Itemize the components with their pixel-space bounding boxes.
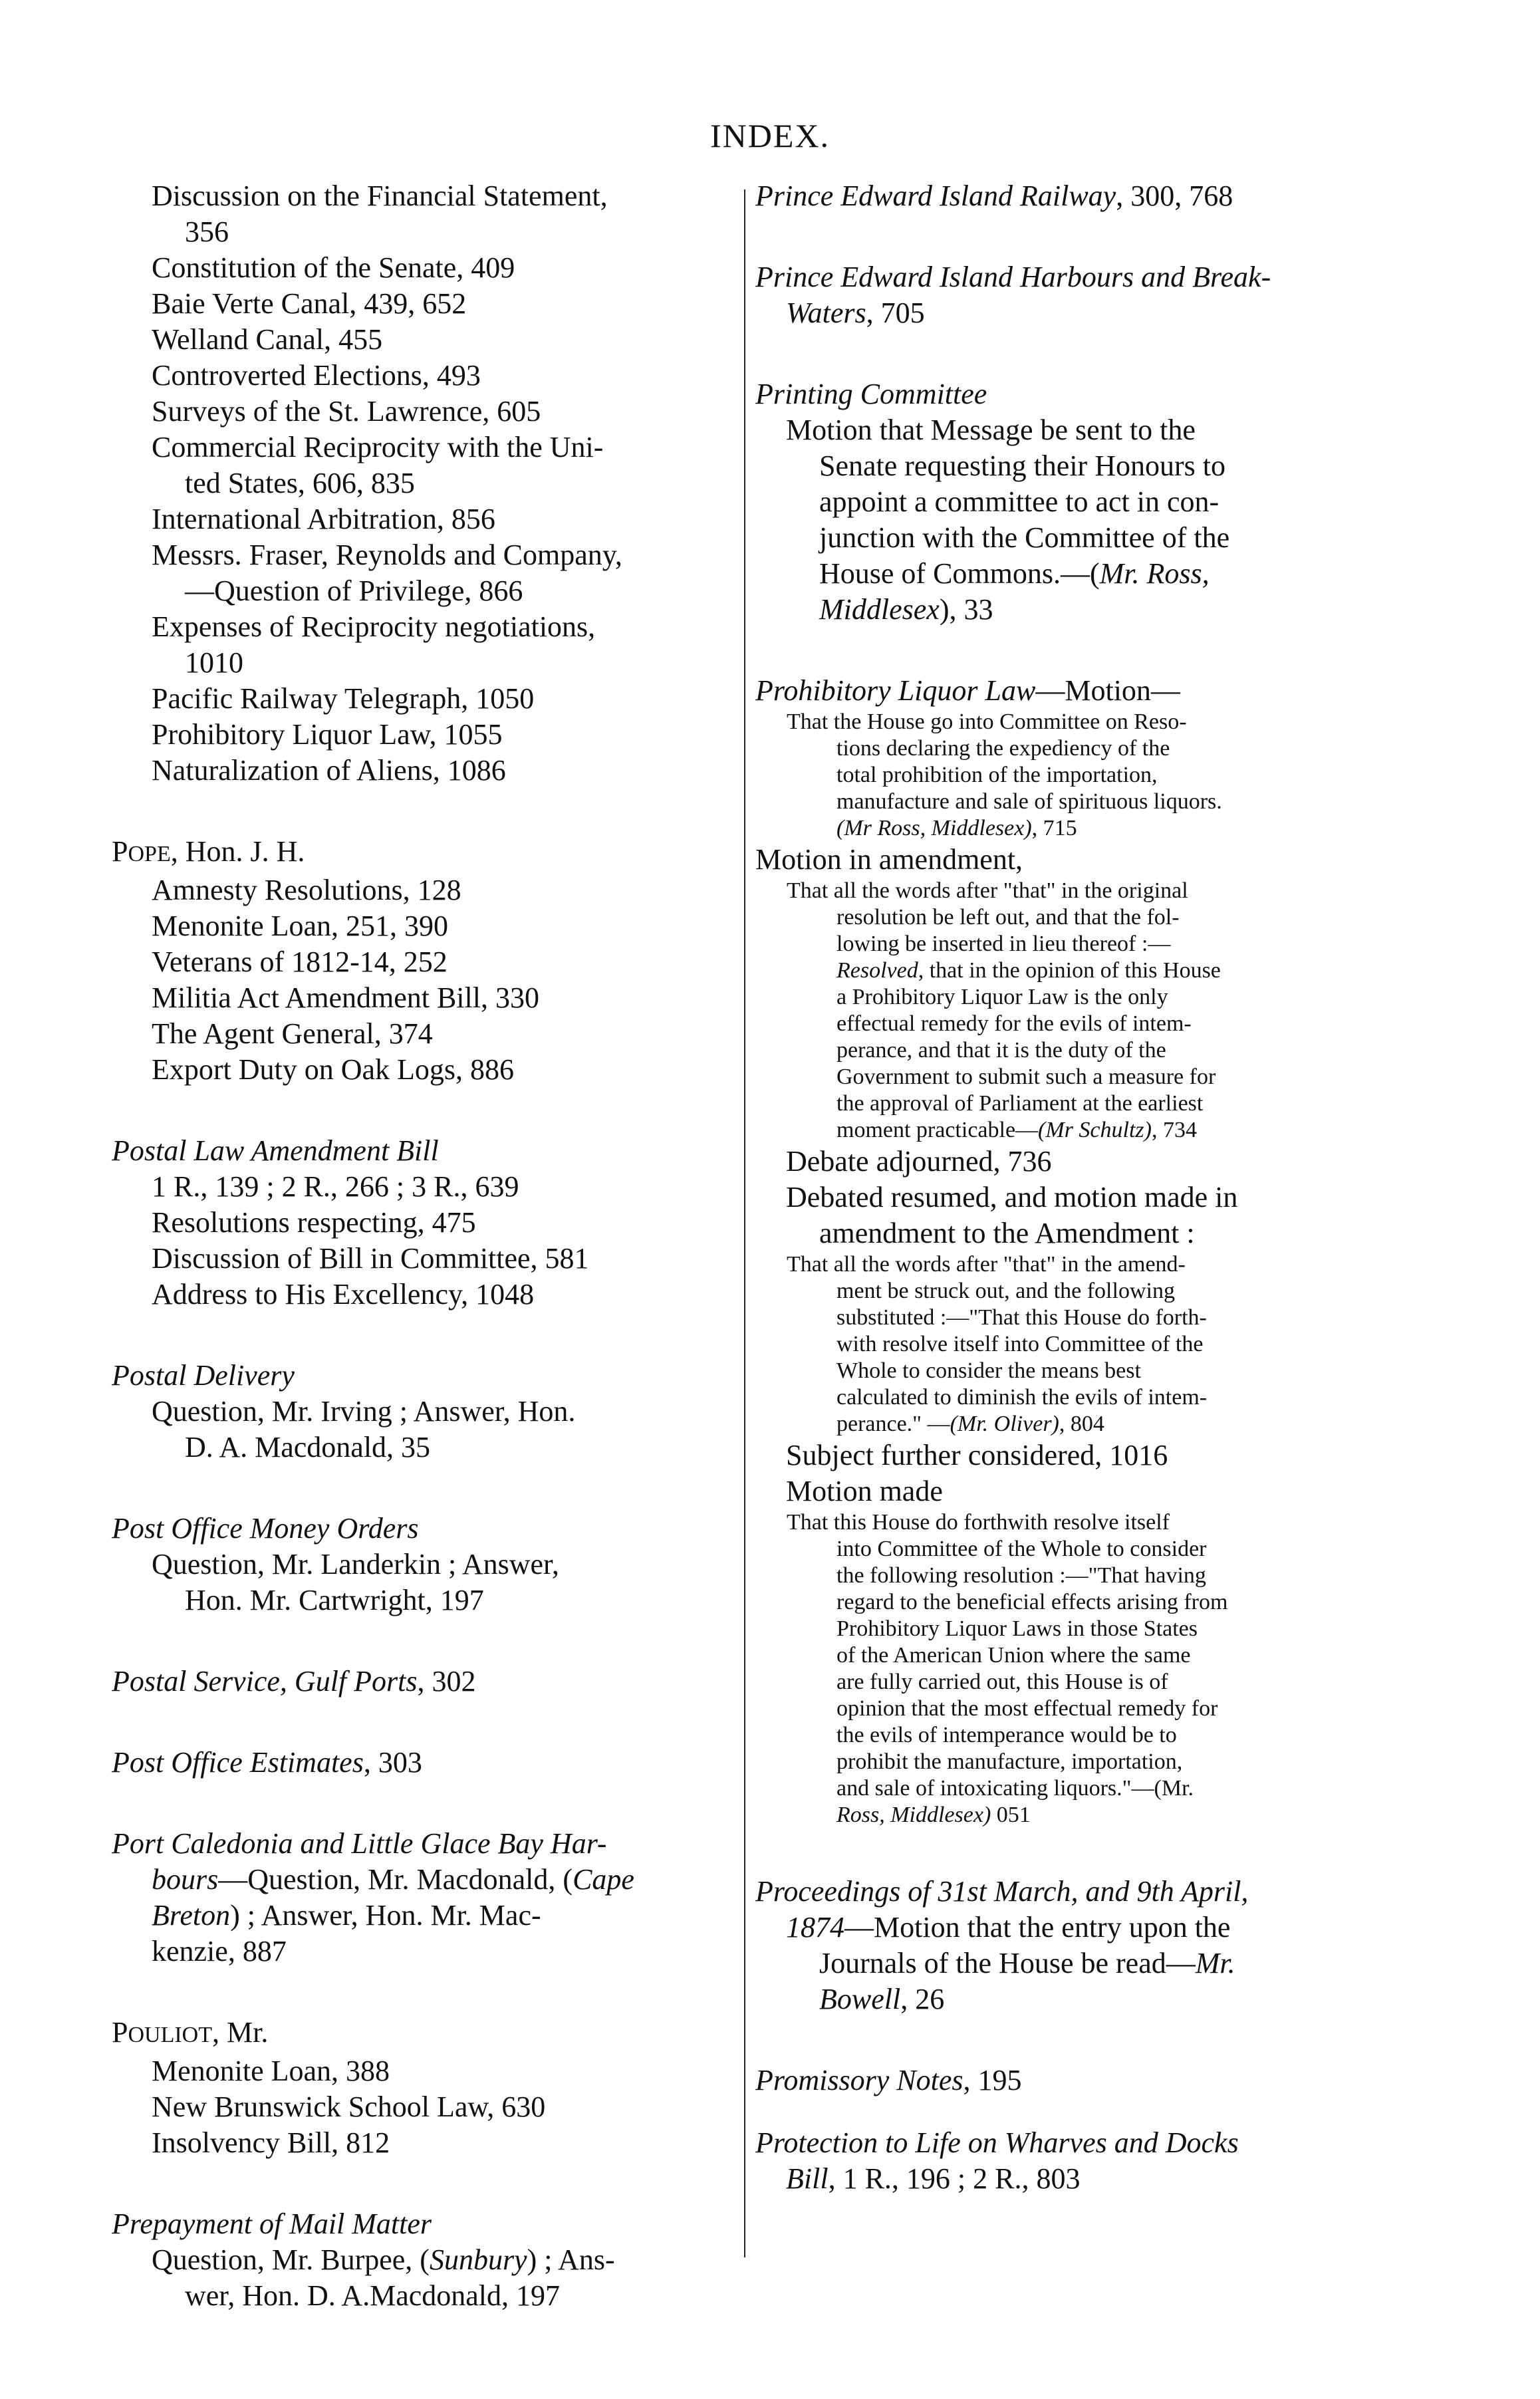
index-entry-continuation: Bowell, 26 <box>819 1983 945 2015</box>
motion-text-line: regard to the beneficial effects arising from <box>836 1590 1228 1614</box>
index-entry: Debated resumed, and motion made in <box>786 1181 1238 1213</box>
index-heading-pouliot: POULIOT, Mr. <box>112 2016 269 2049</box>
page-title: INDEX. <box>709 117 831 154</box>
index-entry: Messrs. Fraser, Reynolds and Company, <box>152 539 622 571</box>
index-entry: Question, Mr. Landerkin ; Answer, <box>152 1548 559 1580</box>
index-entry: Debate adjourned, 736 <box>786 1145 1052 1178</box>
amendment-label: Motion in amendment, <box>755 843 1023 876</box>
index-entry: Prohibitory Liquor Law, 1055 <box>152 718 503 751</box>
motion-text-line: the approval of Parliament at the earliest <box>836 1091 1204 1116</box>
amendment-text <box>750 1251 1408 1411</box>
index-entry: Controverted Elections, 493 <box>152 359 481 392</box>
index-entry-continuation: House of Commons.—(Mr. Ross, <box>819 557 1210 590</box>
index-entry-continuation: junction with the Committee of the <box>819 521 1230 554</box>
index-entry-continuation: bours—Question, Mr. Macdonald, (Cape <box>152 1863 634 1896</box>
index-heading-port-caledonia: Port Caledonia and Little Glace Bay Har- <box>112 1827 607 1860</box>
index-entry: Motion made <box>786 1475 943 1507</box>
index-heading-prohibitory: Prohibitory Liquor Law—Motion— <box>755 674 1180 707</box>
motion-text-line: calculated to diminish the evils of intem- <box>836 1385 1208 1410</box>
index-entry-continuation: ted States, 606, 835 <box>185 467 415 499</box>
index-heading-prepayment: Prepayment of Mail Matter <box>112 2208 432 2240</box>
index-heading-postal-service: Postal Service, Gulf Ports, 302 <box>112 1665 476 1698</box>
motion-text-line: That all the words after "that" in the original <box>787 878 1188 903</box>
left-column <box>100 178 738 2314</box>
index-entry-continuation: D. A. Macdonald, 35 <box>185 1431 431 1463</box>
index-entry: Surveys of the St. Lawrence, 605 <box>152 395 541 428</box>
motion-text <box>750 709 1408 815</box>
councillor-entries <box>100 178 738 789</box>
index-heading-estimates: Post Office Estimates, 303 <box>112 1746 422 1779</box>
index-entry: New Brunswick School Law, 630 <box>152 2090 546 2123</box>
index-entry-continuation: —Question of Privilege, 866 <box>185 574 523 607</box>
index-entry: Question, Mr. Burpee, (Sunbury) ; Ans- <box>152 2243 615 2276</box>
column-divider <box>744 189 745 2257</box>
index-entry-continuation: 356 <box>185 215 229 248</box>
index-entry: Menonite Loan, 251, 390 <box>152 910 449 942</box>
motion-text-line: Prohibitory Liquor Laws in those States <box>836 1616 1198 1641</box>
index-entry: Menonite Loan, 388 <box>152 2055 390 2087</box>
index-entry: Resolutions respecting, 475 <box>152 1206 476 1239</box>
index-entry: The Agent General, 374 <box>152 1017 433 1050</box>
motion-text-line: and sale of intoxicating liquors."—(Mr. <box>836 1776 1194 1801</box>
motion-text-line: substituted :—"That this House do forth- <box>836 1305 1207 1330</box>
pope-entries <box>100 872 738 1088</box>
motion-text-line: That this House do forthwith resolve itself <box>787 1510 1170 1535</box>
motion-text-line: of the American Union where the same <box>836 1643 1191 1668</box>
motion-text-line: a Prohibitory Liquor Law is the only <box>836 985 1168 1009</box>
motion-text-line: manufacture and sale of spirituous liquors. <box>836 789 1222 814</box>
motion-text-line: the evils of intemperance would be to <box>836 1723 1177 1747</box>
index-entry: Veterans of 1812-14, 252 <box>152 946 448 978</box>
amendment-text-line: Resolved, that in the opinion of this House <box>836 958 1221 983</box>
index-heading-printing: Printing Committee <box>755 378 987 410</box>
index-heading-money-orders: Post Office Money Orders <box>112 1512 419 1545</box>
motion-text-line: into Committee of the Whole to consider <box>836 1537 1207 1561</box>
motion-text-line: Government to submit such a measure for <box>836 1065 1216 1089</box>
motion-text-line: lowing be inserted in lieu thereof :— <box>836 932 1171 956</box>
motion-text-line: the following resolution :—"That having <box>836 1563 1206 1588</box>
index-entry: Militia Act Amendment Bill, 330 <box>152 981 539 1014</box>
index-entry: Constitution of the Senate, 409 <box>152 251 515 284</box>
motion-text-line: That the House go into Committee on Reso- <box>787 709 1187 734</box>
index-entry-continuation: Waters, 705 <box>786 297 925 329</box>
index-entry-continuation: 1010 <box>185 646 243 679</box>
index-heading-pope: POPE, Hon. J. H. <box>112 835 305 868</box>
amendment-text <box>750 878 1408 957</box>
index-entry: Expenses of Reciprocity negotiations, <box>152 610 596 643</box>
index-heading-pei-railway: Prince Edward Island Railway, 300, 768 <box>755 180 1233 212</box>
index-entry: 1 R., 139 ; 2 R., 266 ; 3 R., 639 <box>152 1170 519 1203</box>
index-entry: Pacific Railway Telegraph, 1050 <box>152 682 535 715</box>
index-entry-continuation: Hon. Mr. Cartwright, 197 <box>185 1584 484 1616</box>
index-heading-pei-harbours: Prince Edward Island Harbours and Break- <box>755 261 1271 293</box>
index-entry: Subject further considered, 1016 <box>786 1439 1168 1471</box>
index-entry: International Arbitration, 856 <box>152 503 495 535</box>
motion-text-line: Whole to consider the means best <box>836 1358 1141 1383</box>
motion-text-line: total prohibition of the importation, <box>836 763 1158 787</box>
motion-text-line: opinion that the most effectual remedy for <box>836 1696 1218 1721</box>
index-entry: Naturalization of Aliens, 1086 <box>152 754 506 787</box>
index-entry: Question, Mr. Irving ; Answer, Hon. <box>152 1395 576 1428</box>
index-entry: Commercial Reciprocity with the Uni- <box>152 431 604 463</box>
index-entry: Amnesty Resolutions, 128 <box>152 874 461 906</box>
index-heading-postal-delivery: Postal Delivery <box>112 1359 295 1392</box>
index-entry-continuation: Senate requesting their Honours to <box>819 449 1225 482</box>
index-entry-continuation: wer, Hon. D. A.Macdonald, 197 <box>185 2279 561 2312</box>
index-heading-protection: Protection to Life on Wharves and Docks <box>755 2126 1239 2159</box>
index-entry-continuation: appoint a committee to act in con- <box>819 485 1219 518</box>
motion-citation: Ross, Middlesex) 051 <box>836 1803 1031 1827</box>
right-column <box>750 178 1408 2197</box>
index-entry: Discussion of Bill in Committee, 581 <box>152 1242 589 1275</box>
index-entry: Welland Canal, 455 <box>152 323 383 356</box>
index-entry: Export Duty on Oak Logs, 886 <box>152 1053 515 1086</box>
motion-text-line: are fully carried out, this House is of <box>836 1670 1168 1694</box>
motion-text-line: ment be struck out, and the following <box>836 1279 1175 1303</box>
motion-text-line: That all the words after "that" in the amend- <box>787 1252 1186 1277</box>
postal-law-entries <box>100 1169 738 1313</box>
index-entry: Baie Verte Canal, 439, 652 <box>152 287 467 320</box>
motion-text-line: prohibit the manufacture, importation, <box>836 1749 1183 1774</box>
index-entry: Discussion on the Financial Statement, <box>152 180 608 212</box>
amendment-citation: perance." —(Mr. Oliver), 804 <box>836 1412 1104 1436</box>
amendment-text <box>750 984 1408 1117</box>
index-entry-continuation: Bill, 1 R., 196 ; 2 R., 803 <box>786 2162 1081 2195</box>
motion-citation: (Mr Ross, Middlesex), 715 <box>836 816 1077 840</box>
index-entry-continuation: Journals of the House be read—Mr. <box>819 1947 1235 1979</box>
motion-text-line: perance, and that it is the duty of the <box>836 1038 1166 1063</box>
index-entry: Address to His Excellency, 1048 <box>152 1278 535 1311</box>
amendment-citation: moment practicable—(Mr Schultz), 734 <box>836 1118 1197 1142</box>
printing-motion <box>750 412 1408 556</box>
motion-text-line: resolution be left out, and that the fol- <box>836 905 1180 930</box>
index-heading-proceedings: Proceedings of 31st March, and 9th April, <box>755 1875 1249 1908</box>
index-heading-postal-law: Postal Law Amendment Bill <box>112 1134 439 1167</box>
index-entry-continuation: 1874—Motion that the entry upon the <box>786 1911 1231 1944</box>
index-entry-continuation: kenzie, 887 <box>152 1935 287 1967</box>
index-entry-continuation: Breton) ; Answer, Hon. Mr. Mac- <box>152 1899 541 1932</box>
index-heading-promissory: Promissory Notes, 195 <box>755 2064 1022 2096</box>
motion-text-line: tions declaring the expediency of the <box>836 736 1170 761</box>
motion-text-line: with resolve itself into Committee of the <box>836 1332 1204 1356</box>
pouliot-entries <box>100 2053 738 2161</box>
index-entry-continuation: Middlesex), 33 <box>819 593 993 626</box>
motion-text-line: effectual remedy for the evils of intem- <box>836 1011 1192 1036</box>
index-entry-continuation: amendment to the Amendment : <box>819 1217 1195 1249</box>
index-entry: Insolvency Bill, 812 <box>152 2126 390 2159</box>
index-entry: Motion that Message be sent to the <box>786 414 1196 446</box>
motion-text <box>750 1509 1408 1802</box>
